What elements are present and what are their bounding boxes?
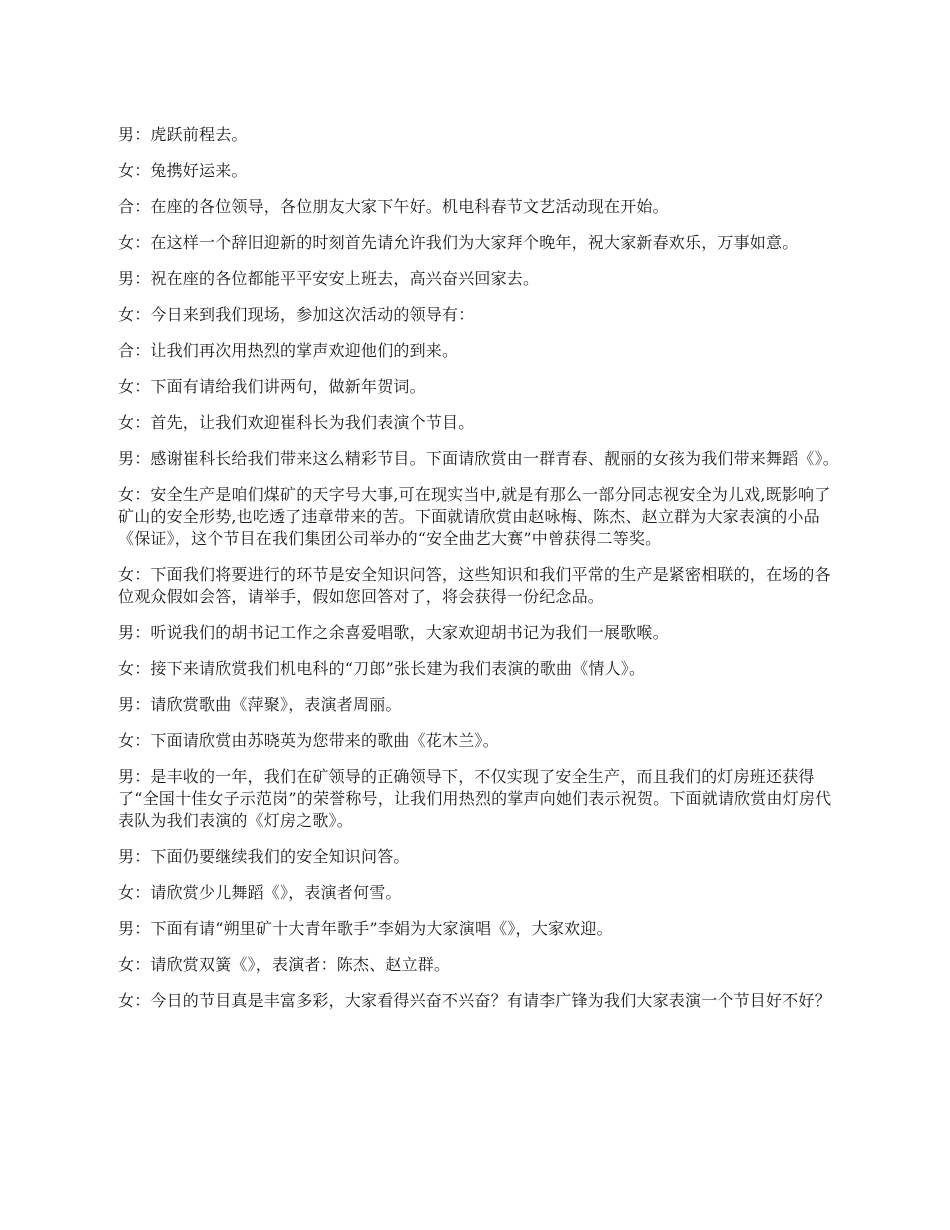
paragraph: 女：下面请欣赏由苏晓英为您带来的歌曲《花木兰》。 [118,731,499,750]
document-body [118,124,840,1026]
paragraph: 合：在座的各位领导，各位朋友大家下午好。机电科春节文艺活动现在开始。 [118,197,669,216]
paragraph: 男：请欣赏歌曲《萍聚》，表演者周丽。 [118,695,402,714]
paragraph: 男：下面仍要继续我们的安全知识问答。 [118,847,410,866]
paragraph: 男：虎跃前程去。 [118,125,248,144]
paragraph: 女：下面我们将要进行的环节是安全知识问答，这些知识和我们平常的生产是紧密相联的，在场的各位观众假如会答，请举手，假如您回答对了，将会获得一份纪念品。 [118,565,831,606]
paragraph: 男：听说我们的胡书记工作之余喜爱唱歌，大家欢迎胡书记为我们一展歌喉。 [118,623,669,642]
paragraph: 女：首先，让我们欢迎崔科长为我们表演个节目。 [118,413,475,432]
paragraph: 男：是丰收的一年，我们在矿领导的正确领导下，不仅实现了安全生产，而且我们的灯房班还获得了“全国十佳女子示范岗”的荣誉称号，让我们用热烈的掌声向她们表示祝贺。下面就请欣赏由灯房代表队为我们表演的《灯房之歌》。 [118,767,832,830]
paragraph: 女：请欣赏少儿舞蹈《》，表演者何雪。 [118,883,402,902]
paragraph: 女：安全生产是咱们煤矿的天字号大事,可在现实当中,就是有那么一部分同志视安全为儿戏,既影响了矿山的安全形势,也吃透了违章带来的苦。下面就请欣赏由赵咏梅、陈杰、赵立群为大家表演的小品《保证》，这个节目在我们集团公司举办的“安全曲艺大赛”中曾获得二等奖。 [118,485,831,548]
paragraph: 女：今日来到我们现场，参加这次活动的领导有： [118,305,475,324]
paragraph: 男：祝在座的各位都能平平安安上班去，高兴奋兴回家去。 [118,269,540,288]
paragraph: 合：让我们再次用热烈的掌声欢迎他们的到来。 [118,341,459,360]
paragraph: 女：兔携好运来。 [118,161,248,180]
paragraph: 女：接下来请欣赏我们机电科的“刀郎”张长建为我们表演的歌曲《情人》。 [118,659,646,678]
paragraph: 男：下面有请“朔里矿十大青年歌手”李娟为大家演唱《》，大家欢迎。 [118,919,613,938]
paragraph: 女：今日的节目真是丰富多彩，大家看得兴奋不兴奋？有请李广锋为我们大家表演一个节目好不好？ [118,991,831,1010]
paragraph: 女：下面有请给我们讲两句，做新年贺词。 [118,377,426,396]
paragraph: 女：在这样一个辞旧迎新的时刻首先请允许我们为大家拜个晚年，祝大家新春欢乐，万事如意。 [118,233,799,252]
paragraph: 女：请欣赏双簧《》，表演者：陈杰、赵立群。 [118,955,451,974]
paragraph: 男：感谢崔科长给我们带来这么精彩节目。下面请欣赏由一群青春、靓丽的女孩为我们带来舞蹈《》。 [118,449,840,468]
